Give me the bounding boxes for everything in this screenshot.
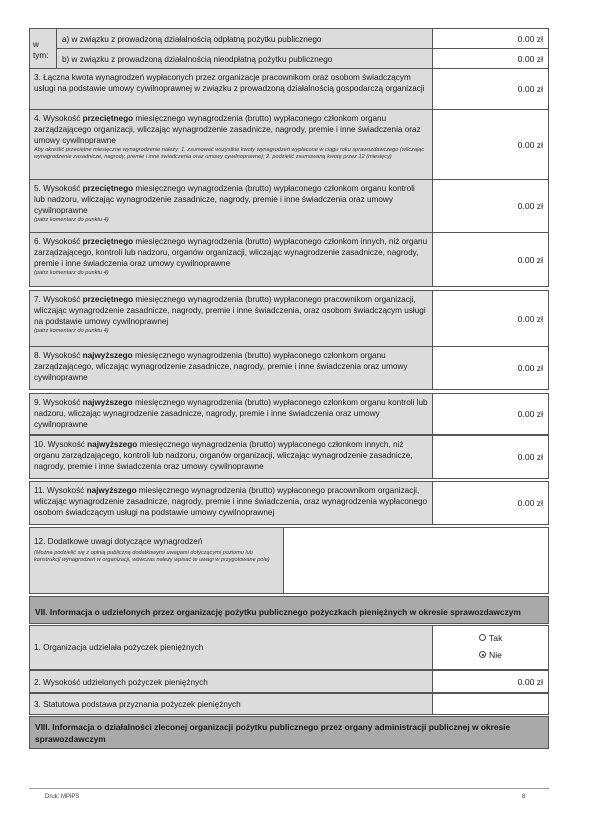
row-11-label: 11. Wysokość najwyższego miesięcznego wynagrodzenia (brutto) wypłaconego pracownikom organizacji, wliczając wynagrodzenie zasadnicze, nagrody, premie i inne świadczenia, oraz wynagrodzenia wypłaconego osobom świadczącym usługi na podstawie umowy cywilnoprawnej xyxy=(29,481,433,525)
section-7-q2-label: 2. Wysokość udzielonych pożyczek pieniężnych xyxy=(29,670,433,693)
row-4-amount[interactable]: 0.00 zł xyxy=(432,109,549,180)
row-12-label: 12. Dodatkowe uwagi dotyczące wynagrodzeń (Można podzielić się z opinią publiczną dodatkowymi uwagami dotyczącymi poziomu lub konstrukcji wynagrodzeń w organizacji, wówczas należy wpisać te uwagi w przygotowane pole) xyxy=(29,527,284,594)
row-a-amount[interactable]: 0.00 zł xyxy=(432,28,549,49)
row-6-note: (patrz komentarz do punktu 4) xyxy=(34,269,109,276)
row-b-label: b) w związku z prowadzoną działalnością nieodpłatną pożytku publicznego xyxy=(56,48,433,69)
row-9-label: 9. Wysokość najwyższego miesięcznego wynagrodzenia (brutto) wypłaconego członkom organu kontroli lub nadzoru, wliczając wynagrodzenie zasadnicze, nagrody, premie i inne świadczenia oraz umowy cywilnoprawne xyxy=(29,393,433,435)
row-4-note: Aby określić przeciętne miesięczne wynagrodzenie należy: 1. zsumować wszystkie kwoty wynagrodzeń wypłacone w ciągu roku sprawozdawczego (wliczając wynagrodzenie zasadnicze, nagrody, premie i inne świadczenia oraz umowy cywilnoprawne); 2. podzielić zsumowaną kwotę przez 12 (miesięcy) xyxy=(34,146,425,160)
section-8-header: VIII. Informacja o działalności zleconej organizacji pożytku publicznego przez organy administracji publicznej w okresie sprawozdawczym xyxy=(29,716,549,749)
w-tym-label: w tym: xyxy=(33,40,49,61)
row-5-note: (patrz komentarz do punktu 4) xyxy=(34,216,109,223)
row-a-label: a) w związku z prowadzoną działalnością odpłatną pożytku publicznego xyxy=(56,28,433,49)
section-7-header: VII. Informacja o udzielonych przez organizację pożytku publicznego pożyczkach pieniężnych w okresie sprawozdawczym xyxy=(29,596,549,624)
section-7-q1-label: 1. Organizacja udzielała pożyczek pieniężnych xyxy=(29,625,433,670)
row-7-note: (patrz komentarz do punktu 4) xyxy=(34,327,109,334)
row-12-note: (Można podzielić się z opinią publiczną dodatkowymi uwagami dotyczącymi poziomu lub konstrukcji wynagrodzeń w organizacji, wówczas należy wpisać te uwagi w przygotowane pole) xyxy=(34,550,270,564)
row-12-remarks-field[interactable] xyxy=(283,527,549,594)
row-7-label: 7. Wysokość przeciętnego miesięcznego wynagrodzenia (brutto) wypłaconego pracownikom organizacji, wliczając wynagrodzenie zasadnicze, nagrody, premie i inne świadczenia, oraz osobom świadczącym usługi na podstawie umowy cywilnoprawnej (patrz komentarz do punktu 4) xyxy=(29,290,433,347)
w-tym-label-cell xyxy=(29,28,57,69)
radio-nie[interactable]: Nie xyxy=(479,648,548,661)
row-4-label: 4. Wysokość przeciętnego miesięcznego wynagrodzenia (brutto) wypłaconego członkom organu zarządzającego organizacji, wliczając wynagrodzenie zasadnicze, nagrody, premie i inne świadczenia oraz umowy cywilnoprawne Aby określić przeciętne miesięczne wynagrodzenie należy: 1. zsumować wszystkie kwoty wynagrodzeń wypłacone w ciągu roku sprawozdawczego (wliczając wynagrodzenie zasadnicze, nagrody, premie i inne świadczenia oraz umowy cywilnoprawne); 2. podzielić zsumowaną kwotę przez 12 (miesięcy) xyxy=(29,109,433,180)
row-10-label: 10. Wysokość najwyższego miesięcznego wynagrodzenia (brutto) wypłaconego członkom innych, niż organu zarządzającego, kontroli lub nadzoru, organów organizacji, wliczając wynagrodzenie zasadnicze, nagrody, premie i inne świadczenia oraz umowy cywilnoprawne xyxy=(29,435,433,479)
radio-tak[interactable]: Tak xyxy=(479,631,548,644)
row-11-amount[interactable]: 0.00 zł xyxy=(432,481,549,525)
row-5-label: 5. Wysokość przeciętnego miesięcznego wynagrodzenia (brutto) wypłaconego członkom organu kontroli lub nadzoru, wliczając wynagrodzenie zasadnicze, nagrody, premie i inne świadczenia oraz umowy cywilnoprawne (patrz komentarz do punktu 4) xyxy=(29,179,433,233)
row-5-amount[interactable]: 0.00 zł xyxy=(432,179,549,233)
row-8-label: 8. Wysokość najwyższego miesięcznego wynagrodzenia (brutto) wypłaconego członkom organu zarządzającego, wliczając wynagrodzenie zasadnicze, nagrody, premie i inne świadczenia oraz umowy cywilnoprawne xyxy=(29,346,433,390)
radio-tak-circle[interactable] xyxy=(479,634,486,641)
loan-options xyxy=(432,625,549,670)
footer-print-label: Druk: MPiPS xyxy=(45,794,80,800)
footer-rule xyxy=(29,788,549,789)
page-number: 8 xyxy=(522,794,526,800)
row-9-amount[interactable]: 0.00 zł xyxy=(432,393,549,435)
row-6-amount[interactable]: 0.00 zł xyxy=(432,232,549,287)
row-10-amount[interactable]: 0.00 zł xyxy=(432,435,549,479)
section-7-q3-label: 3. Statutowa podstawa przyznania pożyczek pieniężnych xyxy=(29,693,433,715)
row-6-label: 6. Wysokość przeciętnego miesięcznego wynagrodzenia (brutto) wypłaconego członkom innych, niż organu zarządzającego, kontroli lub nadzoru, organów organizacji, wliczając wynagrodzenie zasadnicze, nagrody, premie i inne świadczenia oraz umowy cywilnoprawne (patrz komentarz do punktu 4) xyxy=(29,232,433,287)
section-7-q3-field[interactable] xyxy=(432,693,549,715)
row-b-amount[interactable]: 0.00 zł xyxy=(432,48,549,69)
section-7-q2-amount[interactable]: 0.00 zł xyxy=(432,670,549,693)
row-8-amount[interactable]: 0.00 zł xyxy=(432,346,549,390)
row-7-amount[interactable]: 0.00 zł xyxy=(432,290,549,347)
radio-nie-circle[interactable] xyxy=(479,651,486,658)
row-3-amount[interactable]: 0.00 zł xyxy=(432,68,549,110)
row-3-label: 3. Łączna kwota wynagrodzeń wypłaconych przez organizacje pracownikom oraz osobom świadczącym usługi na podstawie umowy cywilnoprawnej w związku z prowadzoną działalnością gospodarczą organizacji xyxy=(29,68,433,110)
